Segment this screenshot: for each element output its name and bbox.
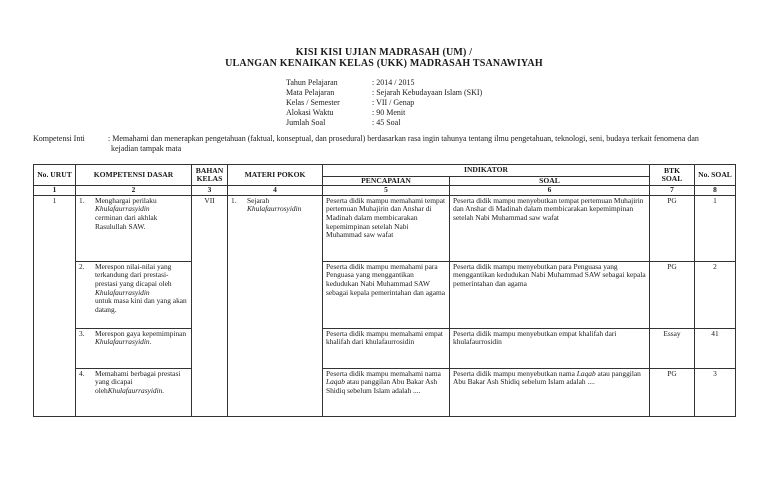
materi-italic-text: Khulafaurrosyidin xyxy=(247,204,302,214)
meta-key: Mata Pelajaran xyxy=(286,88,335,97)
pencapaian-cell: Peserta didik mampu memahami para Penguasa yang menggantikan kedudukan Nabi Muhammad SAW sebagai kepala pemerintahan dan agama xyxy=(323,261,450,328)
column-number: 5 xyxy=(323,186,450,196)
exam-metadata xyxy=(286,78,482,128)
btk-soal-cell: Essay xyxy=(650,328,695,368)
column-number: 3 xyxy=(192,186,228,196)
column-number: 4 xyxy=(228,186,323,196)
column-number: 1 xyxy=(34,186,76,196)
soal-cell: Peserta didik mampu menyebutkan tempat pertemuan Muhajirin dan Anshar di Madinah dalam membicarakan kepemimpinan setelah Nabi Muhammad saw wafat xyxy=(450,195,650,261)
kd-number: 4. xyxy=(79,368,85,378)
soal-cell xyxy=(450,368,650,416)
column-number: 8 xyxy=(695,186,736,196)
meta-value: : VII / Genap xyxy=(372,98,415,107)
kd-text: Merespon gaya kepemimpinan xyxy=(95,328,187,338)
btk-soal-cell: PG xyxy=(650,195,695,261)
kompetensi-inti-text-cont: kejadian tampak mata xyxy=(111,144,182,153)
kompetensi-dasar-cell xyxy=(76,261,192,328)
btk-soal-cell: PG xyxy=(650,368,695,416)
no-soal-cell: 1 xyxy=(695,195,736,261)
meta-value: : 90 Menit xyxy=(372,108,406,117)
meta-key: Jumlah Soal xyxy=(286,118,326,127)
pencapaian-cell xyxy=(323,368,450,416)
pencapaian-text: atau panggilan Abu Bakar Ash Shidiq sebelum Islam adalah .... xyxy=(326,377,438,395)
kd-number: 1. xyxy=(79,195,85,205)
no-soal-cell: 2 xyxy=(695,261,736,328)
kompetensi-inti-label: Kompetensi Inti xyxy=(33,134,85,143)
kd-italic-text: Khulafaurrasyidin. xyxy=(107,385,165,395)
no-soal-cell: 3 xyxy=(695,368,736,416)
kd-italic-text: Khulafaurrasyidin. xyxy=(95,337,152,347)
table-row xyxy=(34,195,736,261)
column-number: 7 xyxy=(650,186,695,196)
kd-italic-text: Khulafaurrasyidin xyxy=(95,287,150,297)
materi-text: Sejarah xyxy=(247,195,270,205)
soal-cell: Peserta didik mampu menyebutkan para Penguasa yang menggantikan kedudukan Nabi Muhammad SAW sebagai kepala pemerintahan dan agama xyxy=(450,261,650,328)
pencapaian-italic-text: Laqab xyxy=(326,377,345,387)
meta-row xyxy=(286,88,482,98)
table-row xyxy=(34,261,736,328)
column-number: 2 xyxy=(76,186,192,196)
kelas-cell: VII xyxy=(192,195,228,416)
header-bahan-kelas: BAHAN KELAS xyxy=(192,165,228,186)
header-btk-soal: BTK SOAL xyxy=(650,165,695,186)
pencapaian-text: Peserta didik mampu memahami nama xyxy=(326,368,441,378)
materi-pokok-cell xyxy=(228,195,323,416)
kd-number: 2. xyxy=(79,261,85,271)
soal-italic-text: Laqab xyxy=(576,368,596,378)
header-no-urut: No. URUT xyxy=(34,165,76,186)
meta-row xyxy=(286,108,482,118)
kd-number: 3. xyxy=(79,328,85,338)
kd-text: Memahami berbagai prestasi yang dicapai oleh xyxy=(95,368,181,395)
document-subtitle: ULANGAN KENAIKAN KELAS (UKK) MADRASAH TSANAWIYAH xyxy=(225,58,543,69)
pencapaian-cell: Peserta didik mampu memahami tempat pertemuan Muhajirin dan Anshar di Madinah dalam membicarakan kepemimpinan setelah Nabi Muhammad saw wafat xyxy=(323,195,450,261)
meta-row xyxy=(286,118,482,128)
soal-cell: Peserta didik mampu menyebutkan empat khalifah dari khulafaurrosidin xyxy=(450,328,650,368)
meta-key: Alokasi Waktu xyxy=(286,108,334,117)
meta-row xyxy=(286,98,482,108)
header-no-soal: No. SOAL xyxy=(695,165,736,186)
header-pencapaian: PENCAPAIAN xyxy=(323,176,450,186)
pencapaian-cell: Peserta didik mampu memahami empat khalifah dari khulafaurrosidin xyxy=(323,328,450,368)
column-number: 6 xyxy=(450,186,650,196)
header-soal: SOAL xyxy=(450,176,650,186)
kompetensi-inti-text: : Memahami dan menerapkan pengetahuan (faktual, konseptual, dan prosedural) berdasarkan rasa ingin tahunya tentang ilmu pengetahuan, teknologi, seni, budaya terkait fenomena dan xyxy=(108,134,699,143)
kd-text: cerminan dari akhlak Rasulullah SAW. xyxy=(95,212,158,231)
table-row xyxy=(34,368,736,416)
kd-italic-text: Khulafaurrasyidin xyxy=(95,204,150,214)
meta-value: : 45 Soal xyxy=(372,118,401,127)
table-header-row xyxy=(34,165,736,177)
meta-row xyxy=(286,78,482,88)
kisi-kisi-table xyxy=(33,164,736,417)
header-kompetensi-dasar: KOMPETENSI DASAR xyxy=(76,165,192,186)
header-materi-pokok: MATERI POKOK xyxy=(228,165,323,186)
materi-number: 1. xyxy=(231,195,237,205)
meta-key: Tahun Pelajaran xyxy=(286,78,338,87)
meta-value: : Sejarah Kebudayaan Islam (SKI) xyxy=(372,88,483,97)
kompetensi-dasar-cell xyxy=(76,195,192,261)
kompetensi-dasar-cell xyxy=(76,368,192,416)
kd-text: Merespon nilai-nilai yang terkandung dari prestasi-prestasi yang dicapai oleh xyxy=(95,261,172,288)
meta-key: Kelas / Semester xyxy=(286,98,340,107)
header-indikator: INDIKATOR xyxy=(323,165,650,177)
table-row xyxy=(34,328,736,368)
kompetensi-dasar-cell xyxy=(76,328,192,368)
column-number-row xyxy=(34,186,736,196)
kompetensi-inti xyxy=(33,134,733,154)
no-soal-cell: 41 xyxy=(695,328,736,368)
soal-text: atau panggilan Abu Bakar Ash Shidiq sebelum Islam adalah .... xyxy=(453,368,641,387)
meta-value: : 2014 / 2015 xyxy=(372,78,415,87)
kd-text: untuk masa kini dan yang akan datang. xyxy=(95,296,187,314)
soal-text: Peserta didik mampu menyebutkan nama xyxy=(453,368,575,378)
kd-text: Menghargai perilaku xyxy=(95,195,157,205)
document-title: KISI KISI UJIAN MADRASAH (UM) / xyxy=(295,47,473,58)
btk-soal-cell: PG xyxy=(650,261,695,328)
row-number: 1 xyxy=(34,195,76,416)
